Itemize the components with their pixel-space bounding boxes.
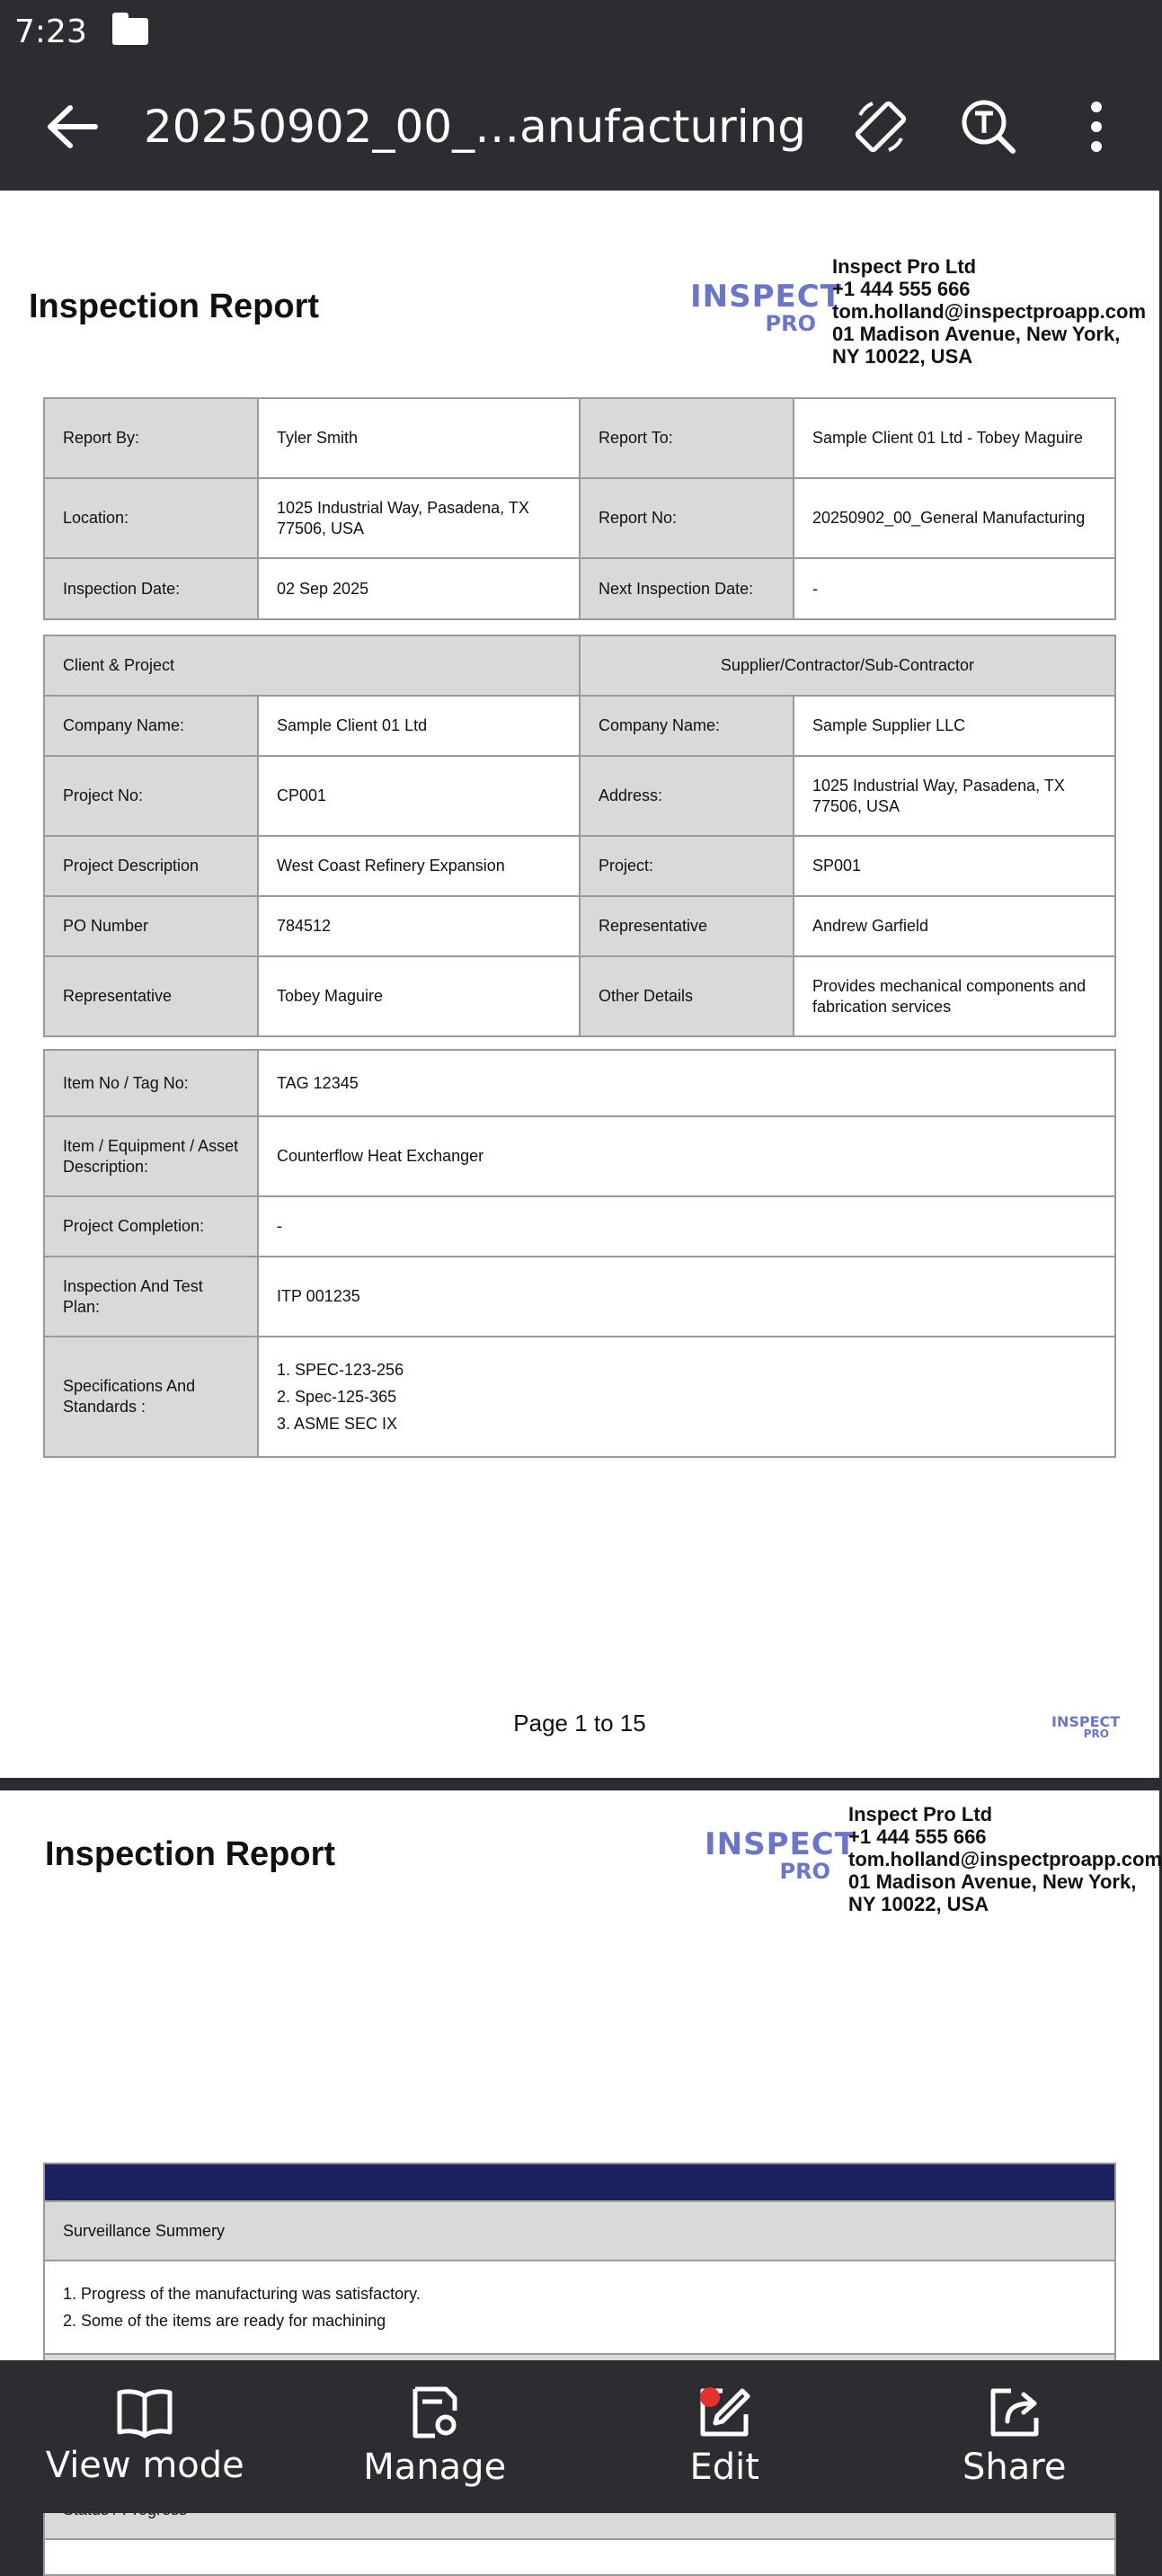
footer-logo: INSPECT PRO (1051, 1713, 1121, 1740)
status-bar (0, 0, 1159, 63)
client-project-header: Client & Project (44, 635, 580, 696)
other-details-label: Other Details (580, 956, 794, 1036)
item-no-value: TAG 12345 (258, 1050, 1115, 1116)
text-search-button[interactable] (935, 63, 1042, 191)
folder-icon (112, 18, 148, 45)
address-label: Address: (580, 756, 794, 836)
book-open-icon (116, 2387, 173, 2438)
navy-band (44, 2163, 1115, 2201)
report-by-label: Report By: (44, 398, 258, 478)
company-logo: INSPECT PRO (690, 279, 842, 336)
specs-label: Specifications And Standards : (44, 1337, 258, 1457)
inspection-date-value: 02 Sep 2025 (258, 558, 580, 619)
address-value: 1025 Industrial Way, Pasadena, TX 77506, USA (794, 756, 1115, 836)
share-button[interactable] (870, 2360, 1160, 2513)
share-label: Share (962, 2447, 1067, 2488)
summary-item: 2. Some of the items are ready for machining (63, 2312, 386, 2330)
project-no-label: Project No: (44, 756, 258, 836)
client-company-value: Sample Client 01 Ltd (258, 696, 580, 756)
equipment-label: Item / Equipment / Asset Description: (44, 1116, 258, 1196)
view-mode-button[interactable] (0, 2360, 290, 2513)
client-supplier-table (43, 635, 1116, 1037)
supplier-company-value: Sample Supplier LLC (794, 696, 1115, 756)
bottom-navigation (0, 2360, 1159, 2513)
report-info-table (43, 397, 1116, 620)
surveillance-header: Surveillance Summery (44, 2201, 1115, 2261)
more-options-button[interactable] (1042, 63, 1150, 191)
rotate-button[interactable] (827, 63, 935, 191)
pdf-page-1 (0, 191, 1159, 1778)
share-icon (988, 2385, 1042, 2439)
report-no-label: Report No: (580, 478, 794, 558)
pdf-viewer[interactable] (0, 191, 1162, 2360)
report-to-label: Report To: (580, 398, 794, 478)
client-rep-label: Representative (44, 956, 258, 1036)
back-button[interactable] (0, 63, 144, 191)
supplier-rep-label: Representative (580, 896, 794, 956)
item-no-label: Item No / Tag No: (44, 1050, 258, 1116)
report-no-value: 20250902_00_General Manufacturing (794, 478, 1115, 558)
page-title: Inspection Report (45, 1835, 336, 1873)
next-inspection-value: - (794, 558, 1115, 619)
spec-item: 1. SPEC-123-256 (277, 1361, 404, 1379)
spec-item: 2. Spec-125-365 (277, 1388, 397, 1406)
company-info: Inspect Pro Ltd +1 444 555 666 tom.holland@inspectproapp.com 01 Madison Avenue, New York, NY 10022, USA (832, 255, 1147, 368)
completion-value: - (258, 1196, 1115, 1257)
itp-label: Inspection And Test Plan: (44, 1257, 258, 1337)
location-value: 1025 Industrial Way, Pasadena, TX 77506, USA (258, 478, 580, 558)
project-desc-value: West Coast Refinery Expansion (258, 836, 580, 896)
report-by-value: Tyler Smith (258, 398, 580, 478)
company-logo: INSPECT PRO (705, 1826, 856, 1884)
client-company-label: Company Name: (44, 696, 258, 756)
supplier-header: Supplier/Contractor/Sub-Contractor (580, 635, 1115, 696)
notification-badge (700, 2387, 720, 2407)
inspection-date-label: Inspection Date: (44, 558, 258, 619)
status-content (44, 2539, 1115, 2575)
app-bar (0, 63, 1159, 191)
rotate-screen-icon (851, 97, 910, 156)
text-search-icon (959, 97, 1018, 156)
completion-label: Project Completion: (44, 1196, 258, 1257)
status-time: 7:23 (14, 13, 87, 50)
edit-button[interactable] (580, 2360, 870, 2513)
document-title: 20250902_00_…anufacturing (144, 101, 807, 153)
page-title: Inspection Report (29, 288, 320, 325)
po-value: 784512 (258, 896, 580, 956)
view-mode-label: View mode (45, 2445, 244, 2486)
edit-label: Edit (689, 2447, 759, 2488)
arrow-left-icon (45, 104, 99, 149)
report-to-value: Sample Client 01 Ltd - Tobey Maguire (794, 398, 1115, 478)
summary-item: 1. Progress of the manufacturing was satisfactory. (63, 2285, 421, 2303)
document-settings-icon (410, 2385, 460, 2439)
specs-value (258, 1337, 1115, 1457)
client-rep-value: Tobey Maguire (258, 956, 580, 1036)
supplier-rep-value: Andrew Garfield (794, 896, 1115, 956)
project-label: Project: (580, 836, 794, 896)
page-number: Page 1 to 15 (513, 1710, 646, 1737)
itp-value: ITP 001235 (258, 1257, 1115, 1337)
manage-label: Manage (363, 2447, 507, 2488)
po-label: PO Number (44, 896, 258, 956)
project-value: SP001 (794, 836, 1115, 896)
manage-button[interactable] (290, 2360, 581, 2513)
surveillance-content (44, 2261, 1115, 2354)
more-vertical-icon (1087, 100, 1105, 154)
project-no-value: CP001 (258, 756, 580, 836)
other-details-value: Provides mechanical components and fabrication services (794, 956, 1115, 1036)
spec-item: 3. ASME SEC IX (277, 1415, 398, 1433)
supplier-company-label: Company Name: (580, 696, 794, 756)
company-info: Inspect Pro Ltd +1 444 555 666 tom.holland@inspectproapp.com 01 Madison Avenue, New York, NY 10022, USA (848, 1803, 1162, 1915)
equipment-value: Counterflow Heat Exchanger (258, 1116, 1115, 1196)
location-label: Location: (44, 478, 258, 558)
next-inspection-label: Next Inspection Date: (580, 558, 794, 619)
project-desc-label: Project Description (44, 836, 258, 896)
pdf-page-2 (0, 1790, 1162, 2420)
item-details-table (43, 1049, 1116, 1458)
